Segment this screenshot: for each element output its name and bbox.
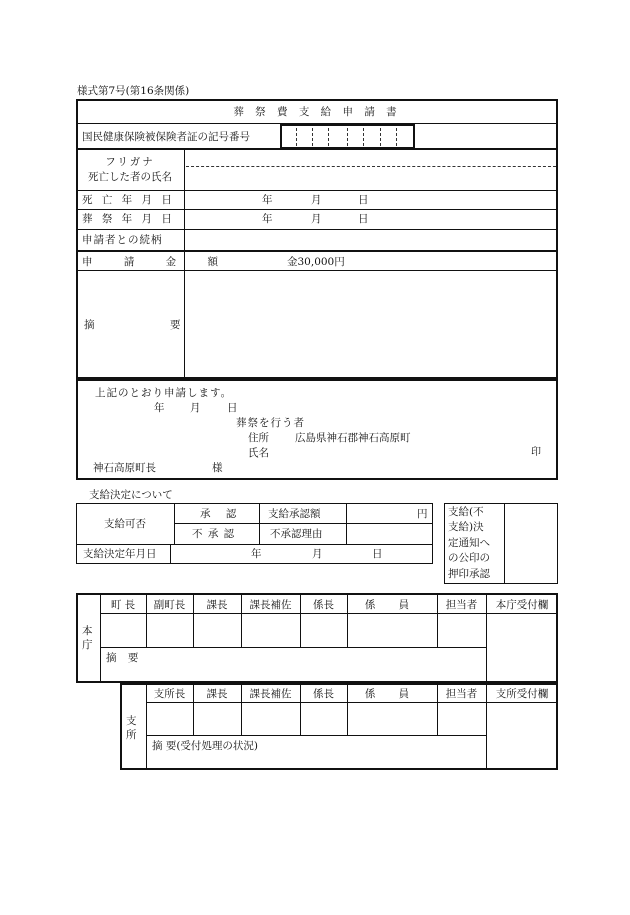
decision-day-label: 日 — [372, 548, 383, 560]
decision-date-label: 支給決定年月日 — [83, 548, 157, 560]
remarks-label-1: 摘 — [84, 319, 95, 331]
remarks-label-2: 要 — [170, 319, 181, 331]
declaration-day-label: 日 — [227, 402, 238, 414]
seal-approval-line-3: 定通知へ — [448, 537, 490, 549]
approved-amount-label: 支給承認額 — [268, 508, 321, 520]
applicant-name-field[interactable] — [280, 444, 520, 460]
header-section-chief: 課長 — [206, 599, 228, 611]
header-branch-staff: 係 員 — [364, 688, 420, 700]
funeral-date-label: 葬 祭 年 月 日 — [82, 213, 175, 225]
insurance-number-label: 国民健康保険被保険者証の記号番号 — [82, 131, 250, 143]
remarks-field[interactable] — [186, 272, 556, 377]
seal-approval-line-1: 支給(不 — [448, 506, 484, 518]
honcho-remarks-label: 摘 要 — [106, 652, 143, 664]
shisho-side-label-1: 支 — [126, 715, 137, 727]
header-honcho-reception: 本庁受付欄 — [495, 599, 549, 611]
honcho-side-label-1: 本 — [82, 625, 93, 637]
relation-label: 申請者との続柄 — [82, 234, 163, 246]
furigana-field[interactable] — [186, 150, 556, 164]
header-shisho-reception: 支所受付欄 — [495, 688, 549, 700]
funeral-year-label: 年 — [262, 213, 273, 225]
shisho-side-label-2: 所 — [126, 729, 137, 741]
header-assistant-chief: 課長補佐 — [249, 599, 292, 611]
decision-heading: 支給決定について — [89, 489, 173, 501]
approve-option[interactable]: 承 認 — [200, 508, 243, 520]
addressee-honorific: 様 — [212, 462, 223, 474]
header-staff: 係 員 — [364, 599, 420, 611]
header-branch-chief: 支所長 — [153, 688, 186, 700]
decision-month-label: 月 — [312, 548, 323, 560]
header-unit-chief: 係長 — [313, 599, 334, 611]
furigana-label: フリガナ — [105, 156, 155, 168]
declaration-text: 上記のとおり申請します。 — [95, 387, 233, 399]
addressee: 神石高原町長 — [93, 462, 156, 474]
declaration-year-label: 年 — [154, 402, 165, 414]
header-branch-section-chief: 課長 — [206, 688, 228, 700]
deceased-name-field[interactable] — [186, 168, 556, 188]
amount-label: 申 請 金 額 — [82, 256, 233, 268]
address-value: 広島県神石郡神石高原町 — [295, 432, 411, 444]
decision-year-label: 年 — [251, 548, 262, 560]
honcho-side-label-2: 庁 — [82, 639, 93, 651]
header-branch-assistant-chief: 課長補佐 — [249, 688, 292, 700]
header-deputy-mayor: 副町長 — [153, 599, 186, 611]
relation-field[interactable] — [186, 231, 556, 249]
applicant-name-label: 氏名 — [248, 447, 269, 459]
seal-approval-line-2: 支給)決 — [448, 521, 484, 533]
header-branch-unit-chief: 係長 — [313, 688, 334, 700]
disapproval-reason-label: 不承認理由 — [270, 528, 323, 540]
seal-approval-line-5: 押印承認 — [448, 568, 490, 580]
declaration-month-label: 月 — [190, 402, 201, 414]
header-branch-person-in-charge: 担当者 — [445, 688, 478, 700]
seal-approval-line-4: の公印の — [448, 552, 490, 564]
disapprove-option[interactable]: 不 承 認 — [192, 528, 236, 540]
deceased-name-label: 死亡した者の氏名 — [88, 171, 172, 183]
form-number: 様式第7号(第16条関係) — [77, 85, 190, 97]
form-title: 葬 祭 費 支 給 申 請 書 — [233, 106, 401, 118]
shisho-remarks-label: 摘 要(受付処理の状況) — [152, 740, 259, 752]
death-year-label: 年 — [262, 194, 273, 206]
death-date-label: 死 亡 年 月 日 — [82, 194, 175, 206]
death-month-label: 月 — [311, 194, 322, 206]
header-person-in-charge: 担当者 — [445, 599, 478, 611]
funeral-month-label: 月 — [311, 213, 322, 225]
applicant-title: 葬祭を行う者 — [236, 417, 305, 429]
amount-value: 金30,000円 — [287, 256, 345, 268]
header-mayor: 町 長 — [110, 599, 136, 611]
funeral-day-label: 日 — [358, 213, 369, 225]
approval-label: 支給可否 — [104, 518, 146, 530]
address-label: 住所 — [248, 432, 269, 444]
seal-mark: 印 — [531, 447, 541, 458]
death-day-label: 日 — [358, 194, 369, 206]
yen-unit: 円 — [417, 508, 428, 520]
